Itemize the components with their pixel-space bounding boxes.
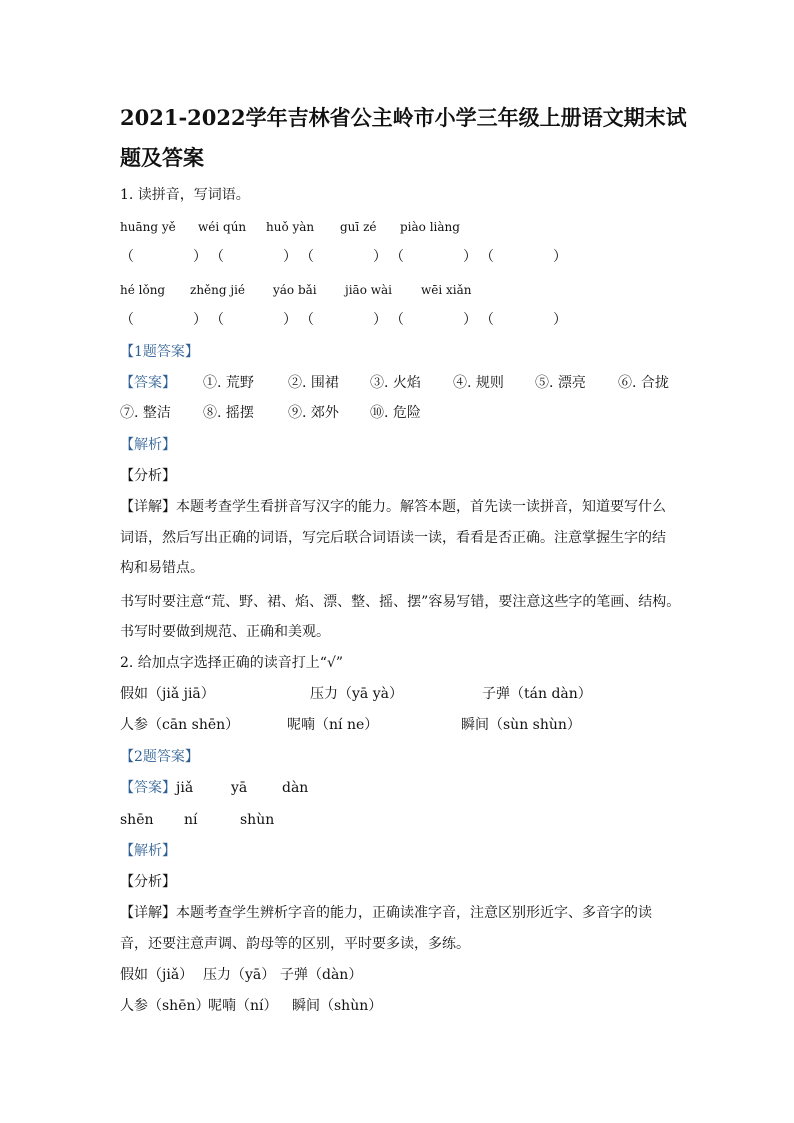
q1-note-2: 书写时要做到规范、正确和美观。 bbox=[120, 624, 330, 640]
q2-final-row-2 bbox=[0, 996, 794, 1016]
answer-item: ⑨. 郊外 bbox=[288, 405, 339, 421]
blank-close: ） bbox=[463, 312, 477, 328]
option-item: 瞬间（sùn shùn） bbox=[461, 717, 581, 733]
pinyin-item: wēi xiǎn bbox=[421, 283, 472, 297]
answer-item: ⑦. 整洁 bbox=[120, 405, 171, 421]
blank-open: （ bbox=[480, 249, 494, 265]
blank-open: （ bbox=[390, 249, 404, 265]
answer-item: ⑩. 危险 bbox=[370, 405, 421, 421]
answer-item: shùn bbox=[240, 812, 275, 828]
q2-jiexi-label: 【解析】 bbox=[120, 843, 176, 859]
blank-close: ） bbox=[463, 249, 477, 265]
q2-answers-row-2 bbox=[0, 810, 794, 830]
pinyin-item: huāng yě bbox=[120, 220, 176, 234]
option-item: 呢喃（ní ne） bbox=[287, 717, 379, 733]
q1-answers-line-2 bbox=[0, 403, 794, 423]
document-title-line-1: 2021-2022学年吉林省公主岭市小学三年级上册语文期末试 bbox=[120, 105, 687, 130]
option-item: 压力（yā yà） bbox=[310, 686, 403, 702]
q2-answer-header: 【2题答案】 bbox=[120, 749, 199, 765]
answer-item: ní bbox=[184, 812, 198, 828]
answer-item: ⑧. 摇摆 bbox=[203, 405, 254, 421]
answer-item: ⑥. 合拢 bbox=[618, 375, 669, 391]
detail-label: 【详解】 bbox=[120, 499, 176, 515]
pinyin-item: yáo bǎi bbox=[273, 283, 317, 297]
answer-item: ③. 火焰 bbox=[370, 375, 421, 391]
answer-item: ②. 围裙 bbox=[288, 375, 339, 391]
q1-prompt: 1. 读拼音，写词语。 bbox=[120, 187, 250, 203]
option-item: 子弹（tán dàn） bbox=[482, 686, 592, 702]
pinyin-item: hé lǒng bbox=[120, 283, 166, 297]
final-answer-item: 呢喃（ní） bbox=[208, 998, 278, 1014]
pinyin-item: piào liàng bbox=[400, 220, 460, 234]
pinyin-item: wéi qún bbox=[198, 220, 247, 234]
pinyin-item: jiāo wài bbox=[345, 283, 393, 297]
q1-answers-line-1 bbox=[0, 373, 794, 393]
blank-close: ） bbox=[553, 249, 567, 265]
q1-fenxi-label: 【分析】 bbox=[120, 468, 176, 484]
blank-open: （ bbox=[390, 312, 404, 328]
blank-close: ） bbox=[553, 312, 567, 328]
answer-label: 【答案】 bbox=[120, 780, 176, 796]
q1-answer-header: 【1题答案】 bbox=[120, 344, 199, 360]
blank-close: ） bbox=[373, 312, 387, 328]
final-answer-item: 人参（shēn） bbox=[120, 998, 210, 1014]
q1-blank-row-2 bbox=[0, 310, 794, 330]
detail-text: 本题考查学生看拼音写汉字的能力。解答本题，首先读一读拼音，知道要写什么词语，然后写出正确的词语，写完后联合词语读一读，看看是否正确。注意掌握生字的结构和易错点。 bbox=[120, 499, 666, 576]
pinyin-item: guī zé bbox=[340, 220, 377, 234]
pinyin-item: zhěng jié bbox=[190, 283, 246, 297]
answer-item: dàn bbox=[282, 780, 309, 796]
answer-item: ①. 荒野 bbox=[203, 375, 254, 391]
q2-options-row-2 bbox=[0, 715, 794, 735]
blank-close: ） bbox=[193, 249, 207, 265]
answer-item: ⑤. 漂亮 bbox=[535, 375, 586, 391]
q1-blank-row-1 bbox=[0, 247, 794, 267]
final-answer-item: 子弹（dàn） bbox=[280, 967, 363, 983]
blank-close: ） bbox=[373, 249, 387, 265]
blank-close: ） bbox=[193, 312, 207, 328]
pinyin-item: huǒ yàn bbox=[266, 220, 315, 234]
detail-text: 本题考查学生辨析字音的能力，正确读准字音，注意区别形近字、多音字的读音，还要注意声调、韵母等的区别，平时要多读，多练。 bbox=[120, 905, 652, 952]
blank-open: （ bbox=[120, 312, 134, 328]
q2-fenxi-label: 【分析】 bbox=[120, 874, 176, 890]
blank-open: （ bbox=[480, 312, 494, 328]
final-answer-item: 瞬间（shùn） bbox=[292, 998, 383, 1014]
q1-pinyin-row-1 bbox=[0, 217, 794, 237]
option-item: 假如（jiǎ jiā） bbox=[120, 686, 215, 702]
blank-open: （ bbox=[300, 249, 314, 265]
final-answer-item: 假如（jiǎ） bbox=[120, 967, 194, 983]
blank-open: （ bbox=[210, 249, 224, 265]
blank-open: （ bbox=[210, 312, 224, 328]
q2-answers-row-1 bbox=[0, 778, 794, 798]
detail-label: 【详解】 bbox=[120, 905, 176, 921]
answer-item: jiǎ bbox=[176, 780, 194, 796]
answer-item: yā bbox=[231, 780, 248, 796]
q1-pinyin-row-2 bbox=[0, 280, 794, 300]
q2-options-row-1 bbox=[0, 684, 794, 704]
q2-prompt: 2. 给加点字选择正确的读音打上“√” bbox=[120, 655, 344, 671]
blank-close: ） bbox=[283, 249, 297, 265]
q1-note-1: 书写时要注意“荒、野、裙、焰、漂、整、摇、摆”容易写错，要注意这些字的笔画、结构。 bbox=[120, 594, 681, 610]
answer-item: shēn bbox=[120, 812, 154, 828]
q1-jiexi-label: 【解析】 bbox=[120, 437, 176, 453]
q2-detail-paragraph bbox=[120, 898, 676, 959]
option-item: 人参（cān shēn） bbox=[120, 717, 240, 733]
document-title-line-2: 题及答案 bbox=[120, 145, 204, 170]
blank-close: ） bbox=[283, 312, 297, 328]
q1-detail-paragraph bbox=[120, 492, 676, 584]
blank-open: （ bbox=[120, 249, 134, 265]
final-answer-item: 压力（yā） bbox=[203, 967, 276, 983]
blank-open: （ bbox=[300, 312, 314, 328]
answer-label: 【答案】 bbox=[120, 375, 176, 391]
answer-item: ④. 规则 bbox=[453, 375, 504, 391]
q2-final-row-1 bbox=[0, 965, 794, 985]
